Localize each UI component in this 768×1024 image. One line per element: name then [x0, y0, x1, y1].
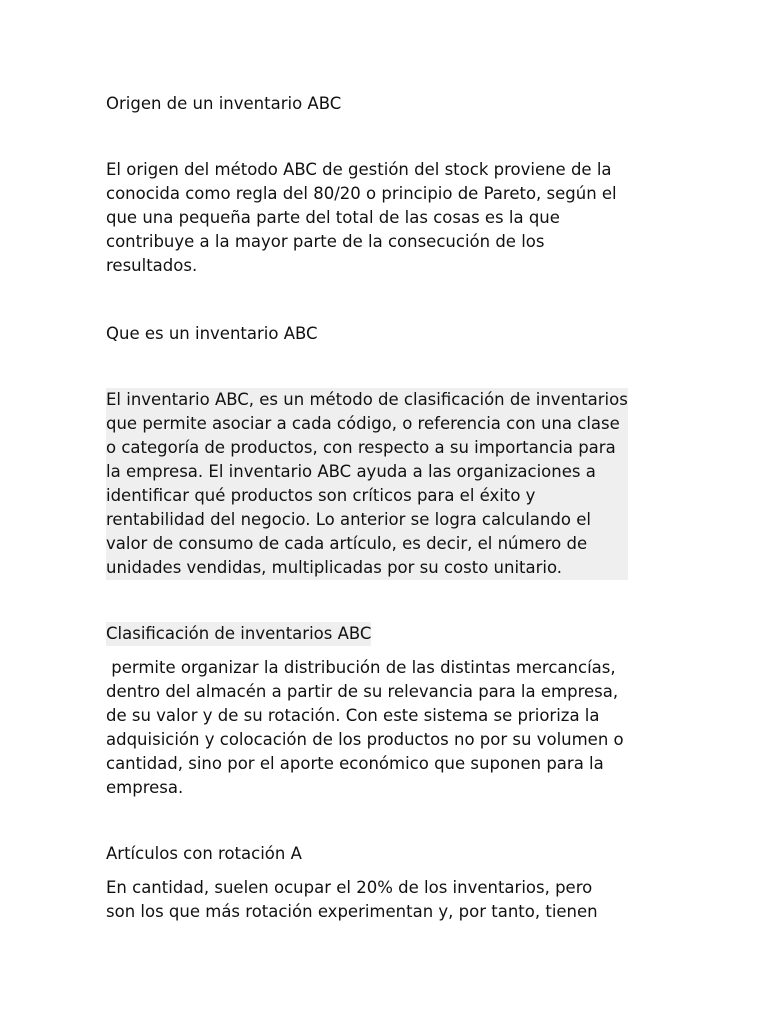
paragraph-line: son los que más rotación experimentan y, por tanto, tienen	[106, 902, 598, 921]
paragraph-line: El origen del método ABC de gestión del stock proviene de la	[106, 160, 612, 179]
heading-text: Origen de un inventario ABC	[106, 94, 342, 113]
paragraph-line: empresa.	[106, 778, 184, 797]
heading-text: Artículos con rotación A	[106, 844, 302, 863]
paragraph-clasificacion	[106, 656, 624, 800]
paragraph-articulos-a	[106, 876, 598, 924]
paragraph-que-es	[106, 388, 628, 580]
paragraph-line: conocida como regla del 80/20 o principio de Pareto, según el	[106, 184, 617, 203]
heading-articulos-a	[106, 842, 302, 866]
heading-clasificacion	[106, 622, 371, 646]
paragraph-line: que permite asociar a cada código, o referencia con una clase	[106, 412, 628, 436]
heading-text: Que es un inventario ABC	[106, 324, 318, 343]
paragraph-line: contribuye a la mayor parte de la consecución de los	[106, 232, 545, 251]
paragraph-line: la empresa. El inventario ABC ayuda a las organizaciones a	[106, 460, 628, 484]
paragraph-line: cantidad, sino por el aporte económico que suponen para la	[106, 754, 604, 773]
paragraph-line: o categoría de productos, con respecto a su importancia para	[106, 436, 628, 460]
heading-text: Clasificación de inventarios ABC	[106, 622, 371, 646]
paragraph-line: identificar qué productos son críticos para el éxito y	[106, 484, 628, 508]
paragraph-line: permite organizar la distribución de las distintas mercancías,	[106, 658, 616, 677]
paragraph-line: El inventario ABC, es un método de clasificación de inventarios	[106, 388, 628, 412]
paragraph-line: resultados.	[106, 256, 198, 275]
paragraph-line: unidades vendidas, multiplicadas por su costo unitario.	[106, 556, 628, 580]
heading-que-es	[106, 322, 318, 346]
paragraph-line: de su valor y de su rotación. Con este sistema se prioriza la	[106, 706, 600, 725]
paragraph-line: adquisición y colocación de los productos no por su volumen o	[106, 730, 624, 749]
paragraph-line: rentabilidad del negocio. Lo anterior se logra calculando el	[106, 508, 628, 532]
paragraph-line: En cantidad, suelen ocupar el 20% de los inventarios, pero	[106, 878, 593, 897]
heading-origen	[106, 92, 341, 116]
paragraph-line: que una pequeña parte del total de las cosas es la que	[106, 208, 560, 227]
paragraph-line: valor de consumo de cada artículo, es decir, el número de	[106, 532, 628, 556]
paragraph-origen	[106, 158, 617, 278]
paragraph-line: dentro del almacén a partir de su relevancia para la empresa,	[106, 682, 619, 701]
